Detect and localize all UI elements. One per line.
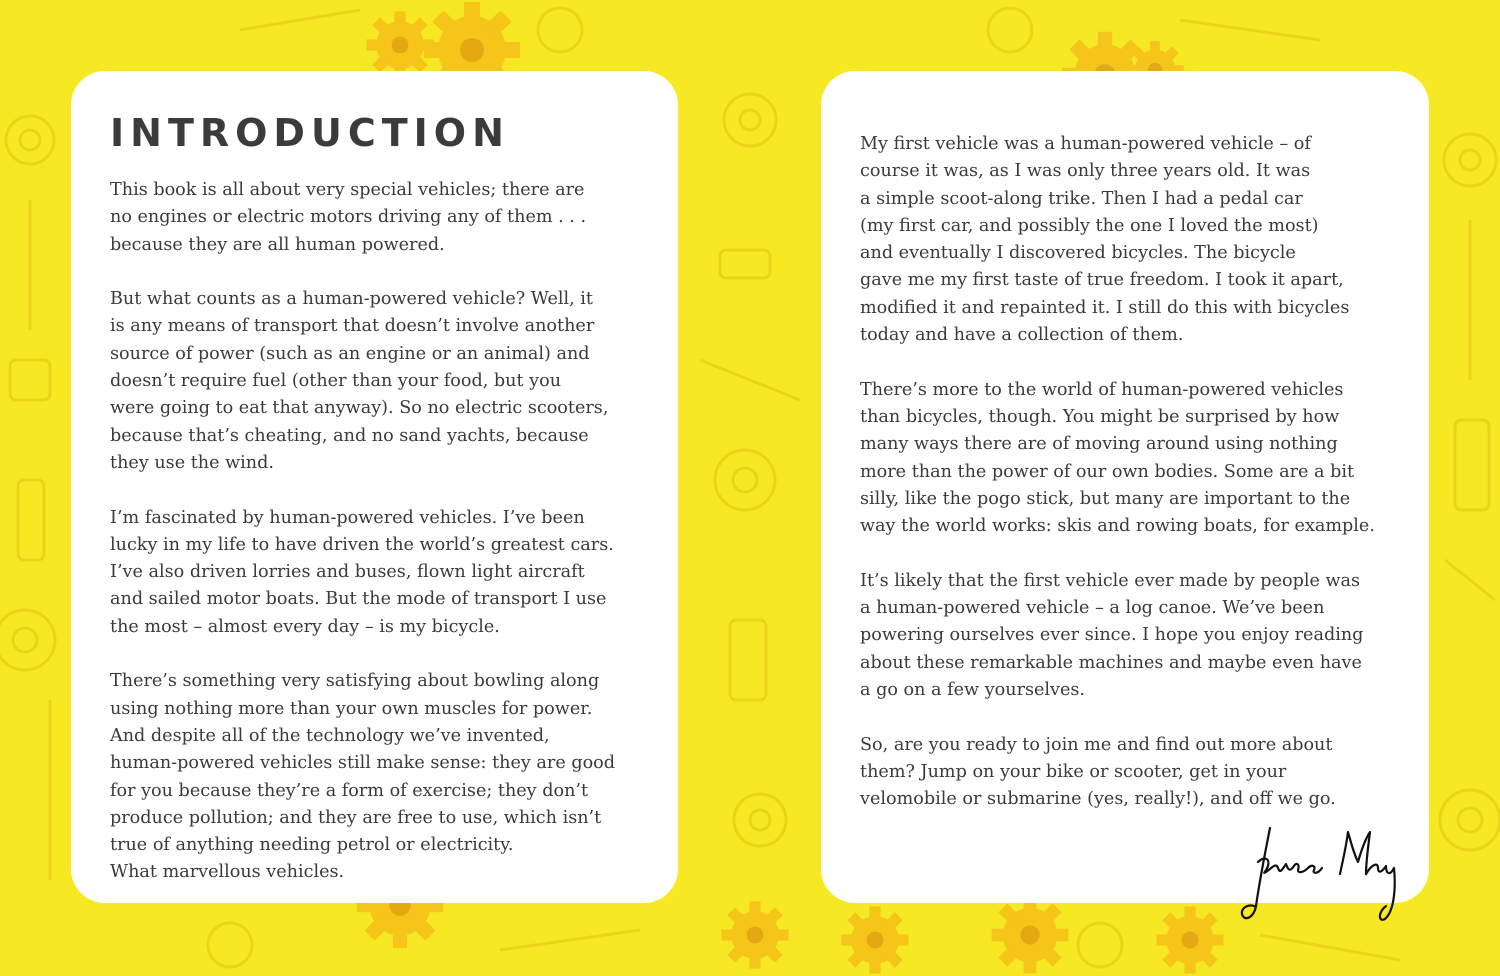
paragraph: There’s something very satisfying about bowling along using nothing more than your own muscles for power. And despite all of the technology we’ve invented, human-powered vehicles still make sense: they are good for you because they’re a form of exercise; they don’t produce pollution; and they are free to use, which isn’t true of anything needing petrol or electricity. What marvellous vehicles.: [110, 671, 616, 883]
gear-icon: [990, 895, 1070, 975]
page-title: INTRODUCTION: [110, 111, 510, 155]
right-page-card: [821, 71, 1429, 903]
paragraph: But what counts as a human-powered vehicle? Well, it is any means of transport that doesn’t involve another source of power (such as an engine or an animal) and doesn’t require fuel (other than your food, but you were going to eat that anyway). So no electric scooters, because that’s cheating, and no sand yachts, because they use the wind.: [110, 289, 609, 473]
paragraph: So, are you ready to join me and find out more about them? Jump on your bike or scooter, get in your velomobile or submarine (yes, really!), and off we go.: [860, 734, 1336, 810]
paragraph: This book is all about very special vehicles; there are no engines or electric motors driving any of them . . . because they are all human powered.: [110, 180, 587, 255]
left-page-card: [71, 71, 678, 903]
paragraph: I’m fascinated by human-powered vehicles. I’ve been lucky in my life to have driven the world’s greatest cars. I’ve also driven lorries and buses, flown light aircraft and sailed motor boats. But the mode of transport I use the most – almost every day – is my bicycle.: [110, 507, 614, 637]
gear-icon: [1155, 905, 1225, 975]
author-signature: [1236, 818, 1416, 928]
paragraph: My first vehicle was a human-powered vehicle – of course it was, as I was only three years old. It was a simple scoot-along trike. Then I had a pedal car (my first car, and possibly the one I loved the most) and eventually I discovered bicycles. The bicycle gave me my first taste of true freedom. I took it apart, modified it and repainted it. I still do this with bicycles today and have a collection of them.: [860, 134, 1350, 346]
paragraph: There’s more to the world of human-powered vehicles than bicycles, though. You might be surprised by how many ways there are of moving around using nothing more than the power of our own bodies. Some are a bit silly, like the pogo stick, but many are important to the way the world works: skis and rowing boats, for example.: [860, 379, 1375, 537]
gear-icon: [720, 900, 790, 970]
paragraph: It’s likely that the first vehicle ever made by people was a human-powered vehicle – a log canoe. We’ve been powering ourselves ever since. I hope you enjoy reading about these remarkable machines and maybe even have a go on a few yourselves.: [860, 570, 1364, 700]
gear-icon: [840, 905, 910, 975]
